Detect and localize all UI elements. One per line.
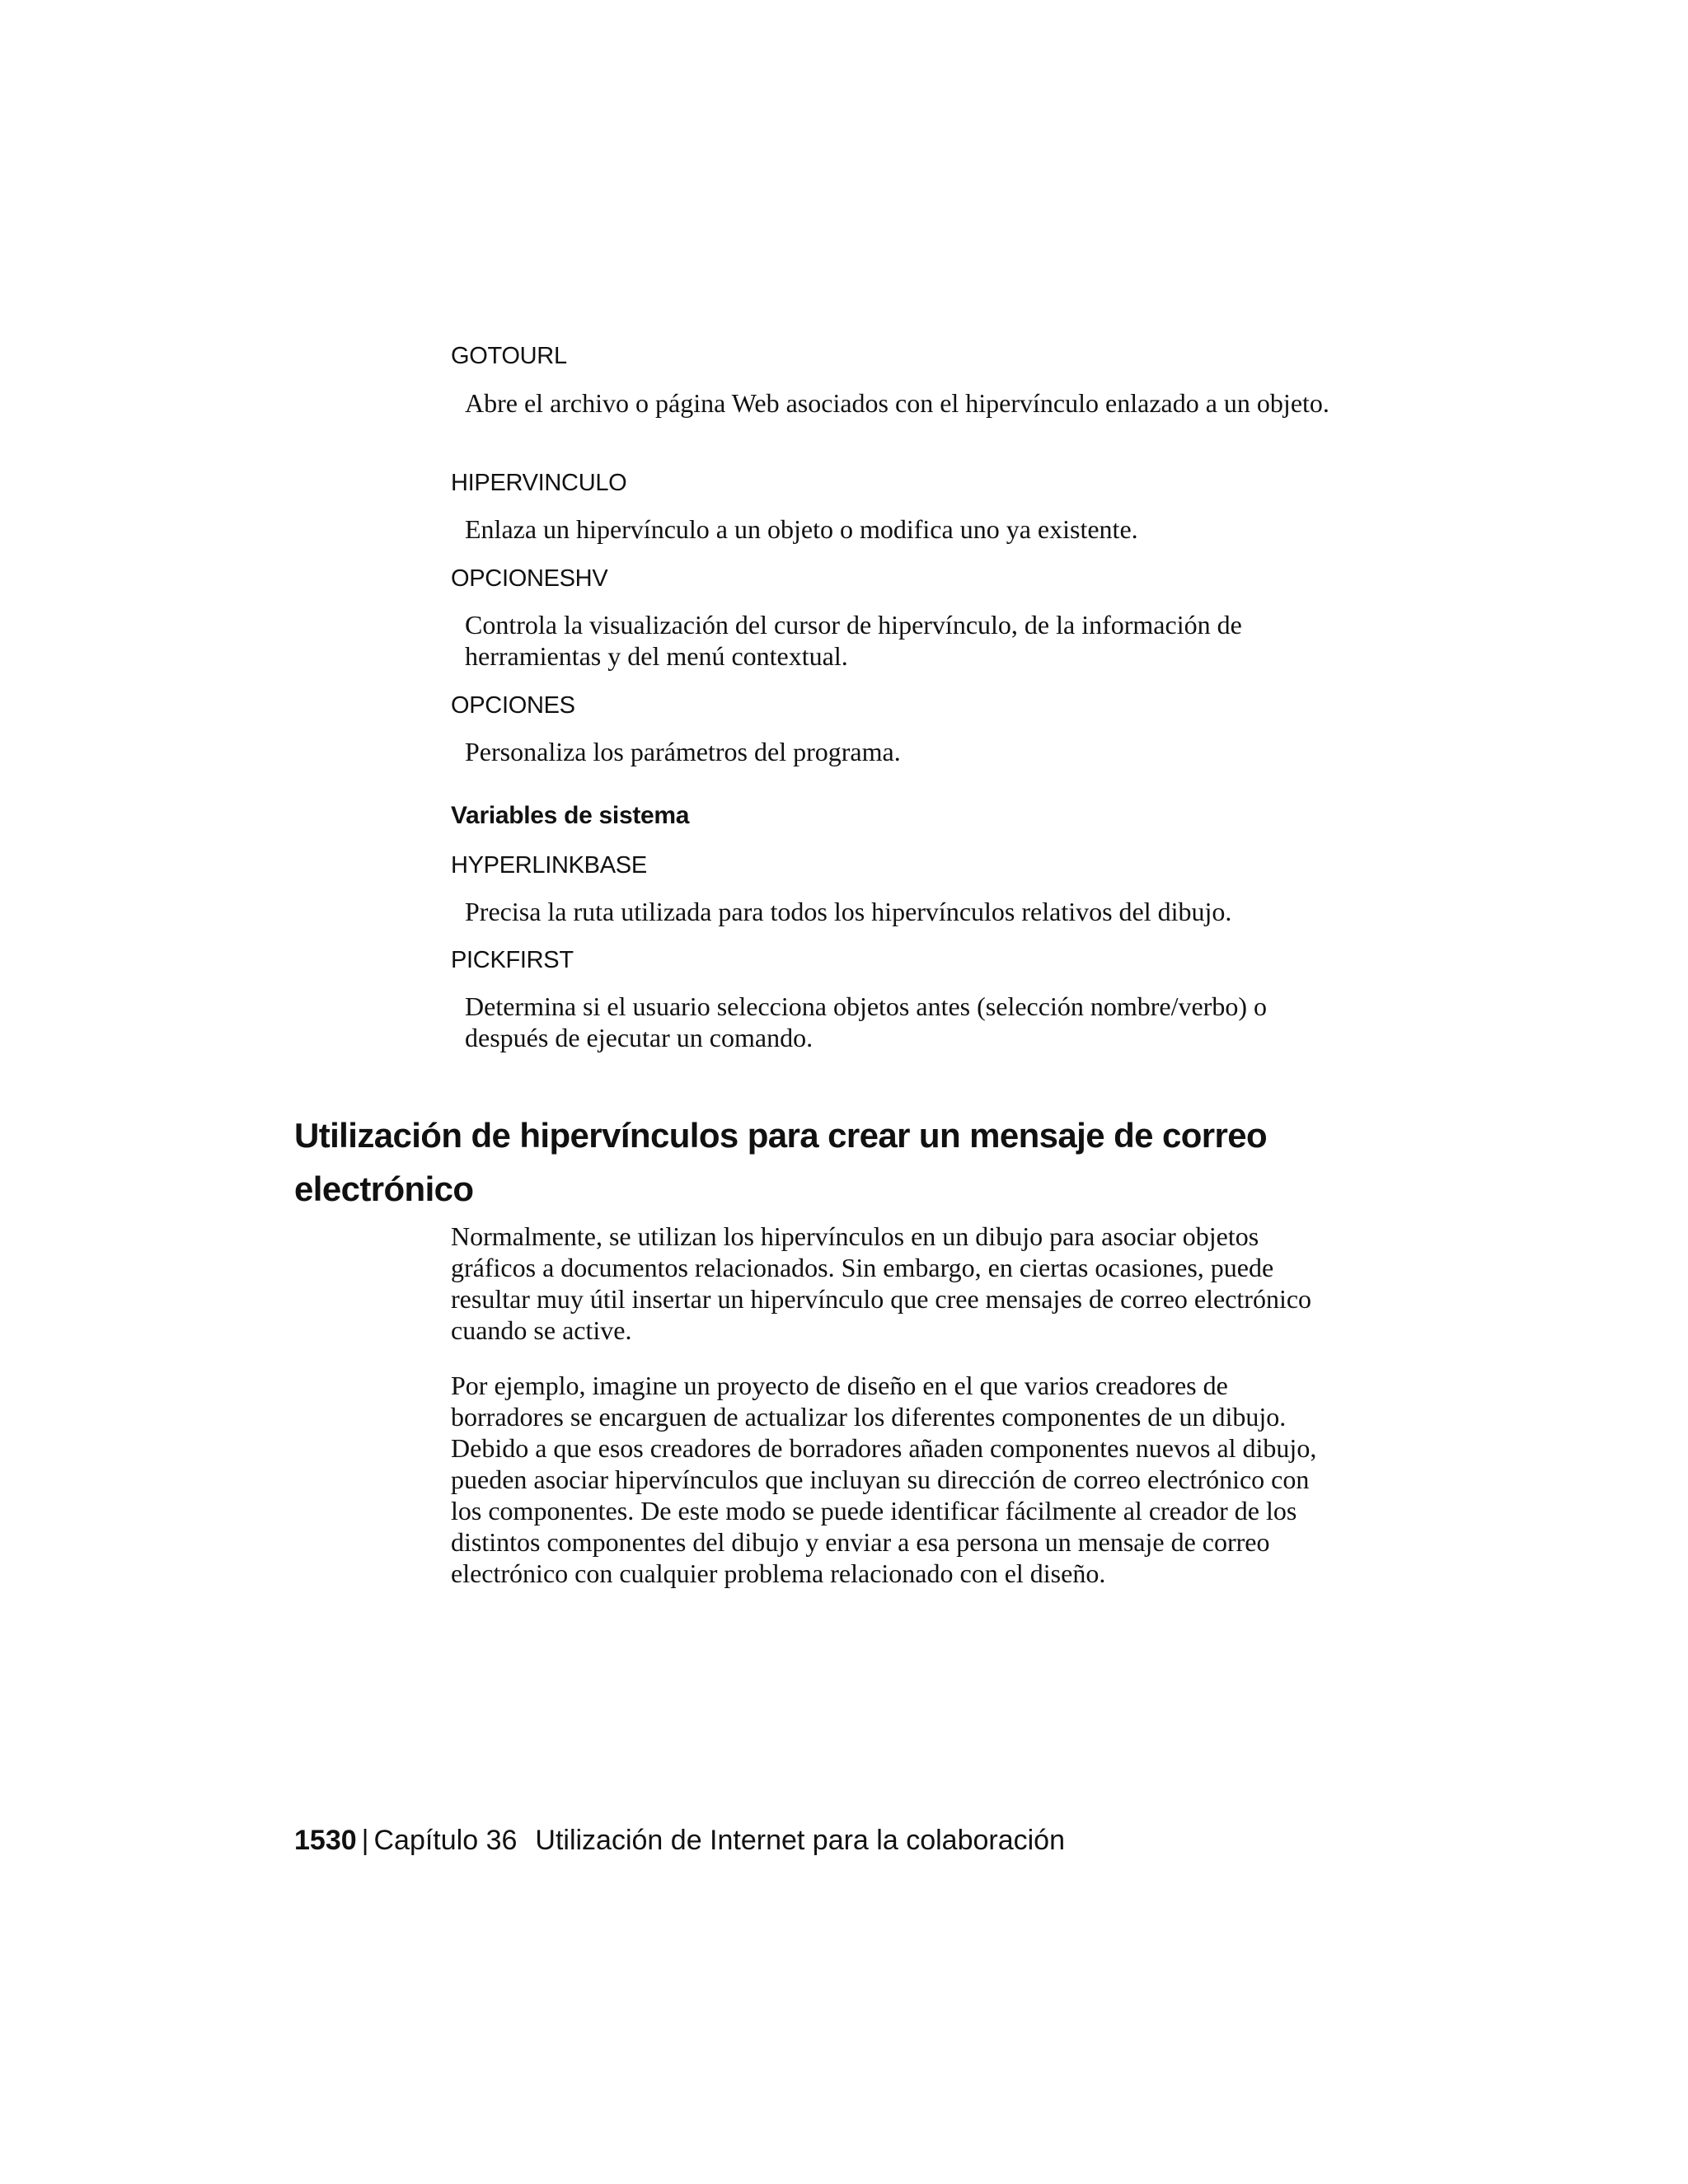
command-definition-opcioneshv: Controla la visualización del cursor de hipervínculo, de la información de herramientas y del menú contextual.	[465, 610, 1242, 671]
command-definition-hipervinculo: Enlaza un hipervínculo a un objeto o modifica uno ya existente.	[465, 514, 1138, 544]
variable-term-pickfirst: PICKFIRST	[451, 947, 574, 973]
section-paragraph-2: Por ejemplo, imagine un proyecto de diseño en el que varios creadores de borradores se encarguen de actualizar los diferentes componentes de un dibujo. Debido a que esos creadores de borradores añaden componentes nuevos al dibujo, pueden asociar hipervínculos que incluyan su dirección de correo electrónico con los componentes. De este modo se puede identificar fácilmente al creador de los distintos componentes del dibujo y enviar a esa persona un mensaje de correo electrónico con cualquier problema relacionado con el diseño.	[451, 1371, 1317, 1588]
command-term-gotourl: GOTOURL	[451, 343, 567, 369]
section-title: Utilización de hipervínculos para crear un mensaje de correo electrónico	[294, 1116, 1268, 1208]
command-term-opciones: OPCIONES	[451, 692, 575, 719]
command-term-opcioneshv: OPCIONESHV	[451, 565, 608, 592]
page-number: 1530	[294, 1825, 357, 1856]
section-paragraph-1: Normalmente, se utilizan los hipervínculos en un dibujo para asociar objetos gráficos a documentos relacionados. Sin embargo, en ciertas ocasiones, puede resultar muy útil insertar un hipervínculo que cree mensajes de correo electrónico cuando se active.	[451, 1221, 1312, 1345]
variable-definition-hyperlinkbase: Precisa la ruta utilizada para todos los hipervínculos relativos del dibujo.	[465, 897, 1232, 926]
command-definition-gotourl: Abre el archivo o página Web asociados con el hipervínculo enlazado a un objeto.	[465, 388, 1329, 418]
command-definition-opciones: Personaliza los parámetros del programa.	[465, 737, 901, 766]
footer-chapter: Capítulo 36	[373, 1825, 518, 1856]
footer-separator: |	[361, 1825, 369, 1856]
system-variables-heading: Variables de sistema	[451, 802, 690, 829]
page-footer	[294, 1824, 1065, 1857]
footer-chapter-title: Utilización de Internet para la colaboración	[535, 1825, 1065, 1856]
command-term-hipervinculo: HIPERVINCULO	[451, 470, 627, 496]
variable-definition-pickfirst: Determina si el usuario selecciona objetos antes (selección nombre/verbo) o después de ejecutar un comando.	[465, 991, 1267, 1052]
variable-term-hyperlinkbase: HYPERLINKBASE	[451, 852, 647, 879]
